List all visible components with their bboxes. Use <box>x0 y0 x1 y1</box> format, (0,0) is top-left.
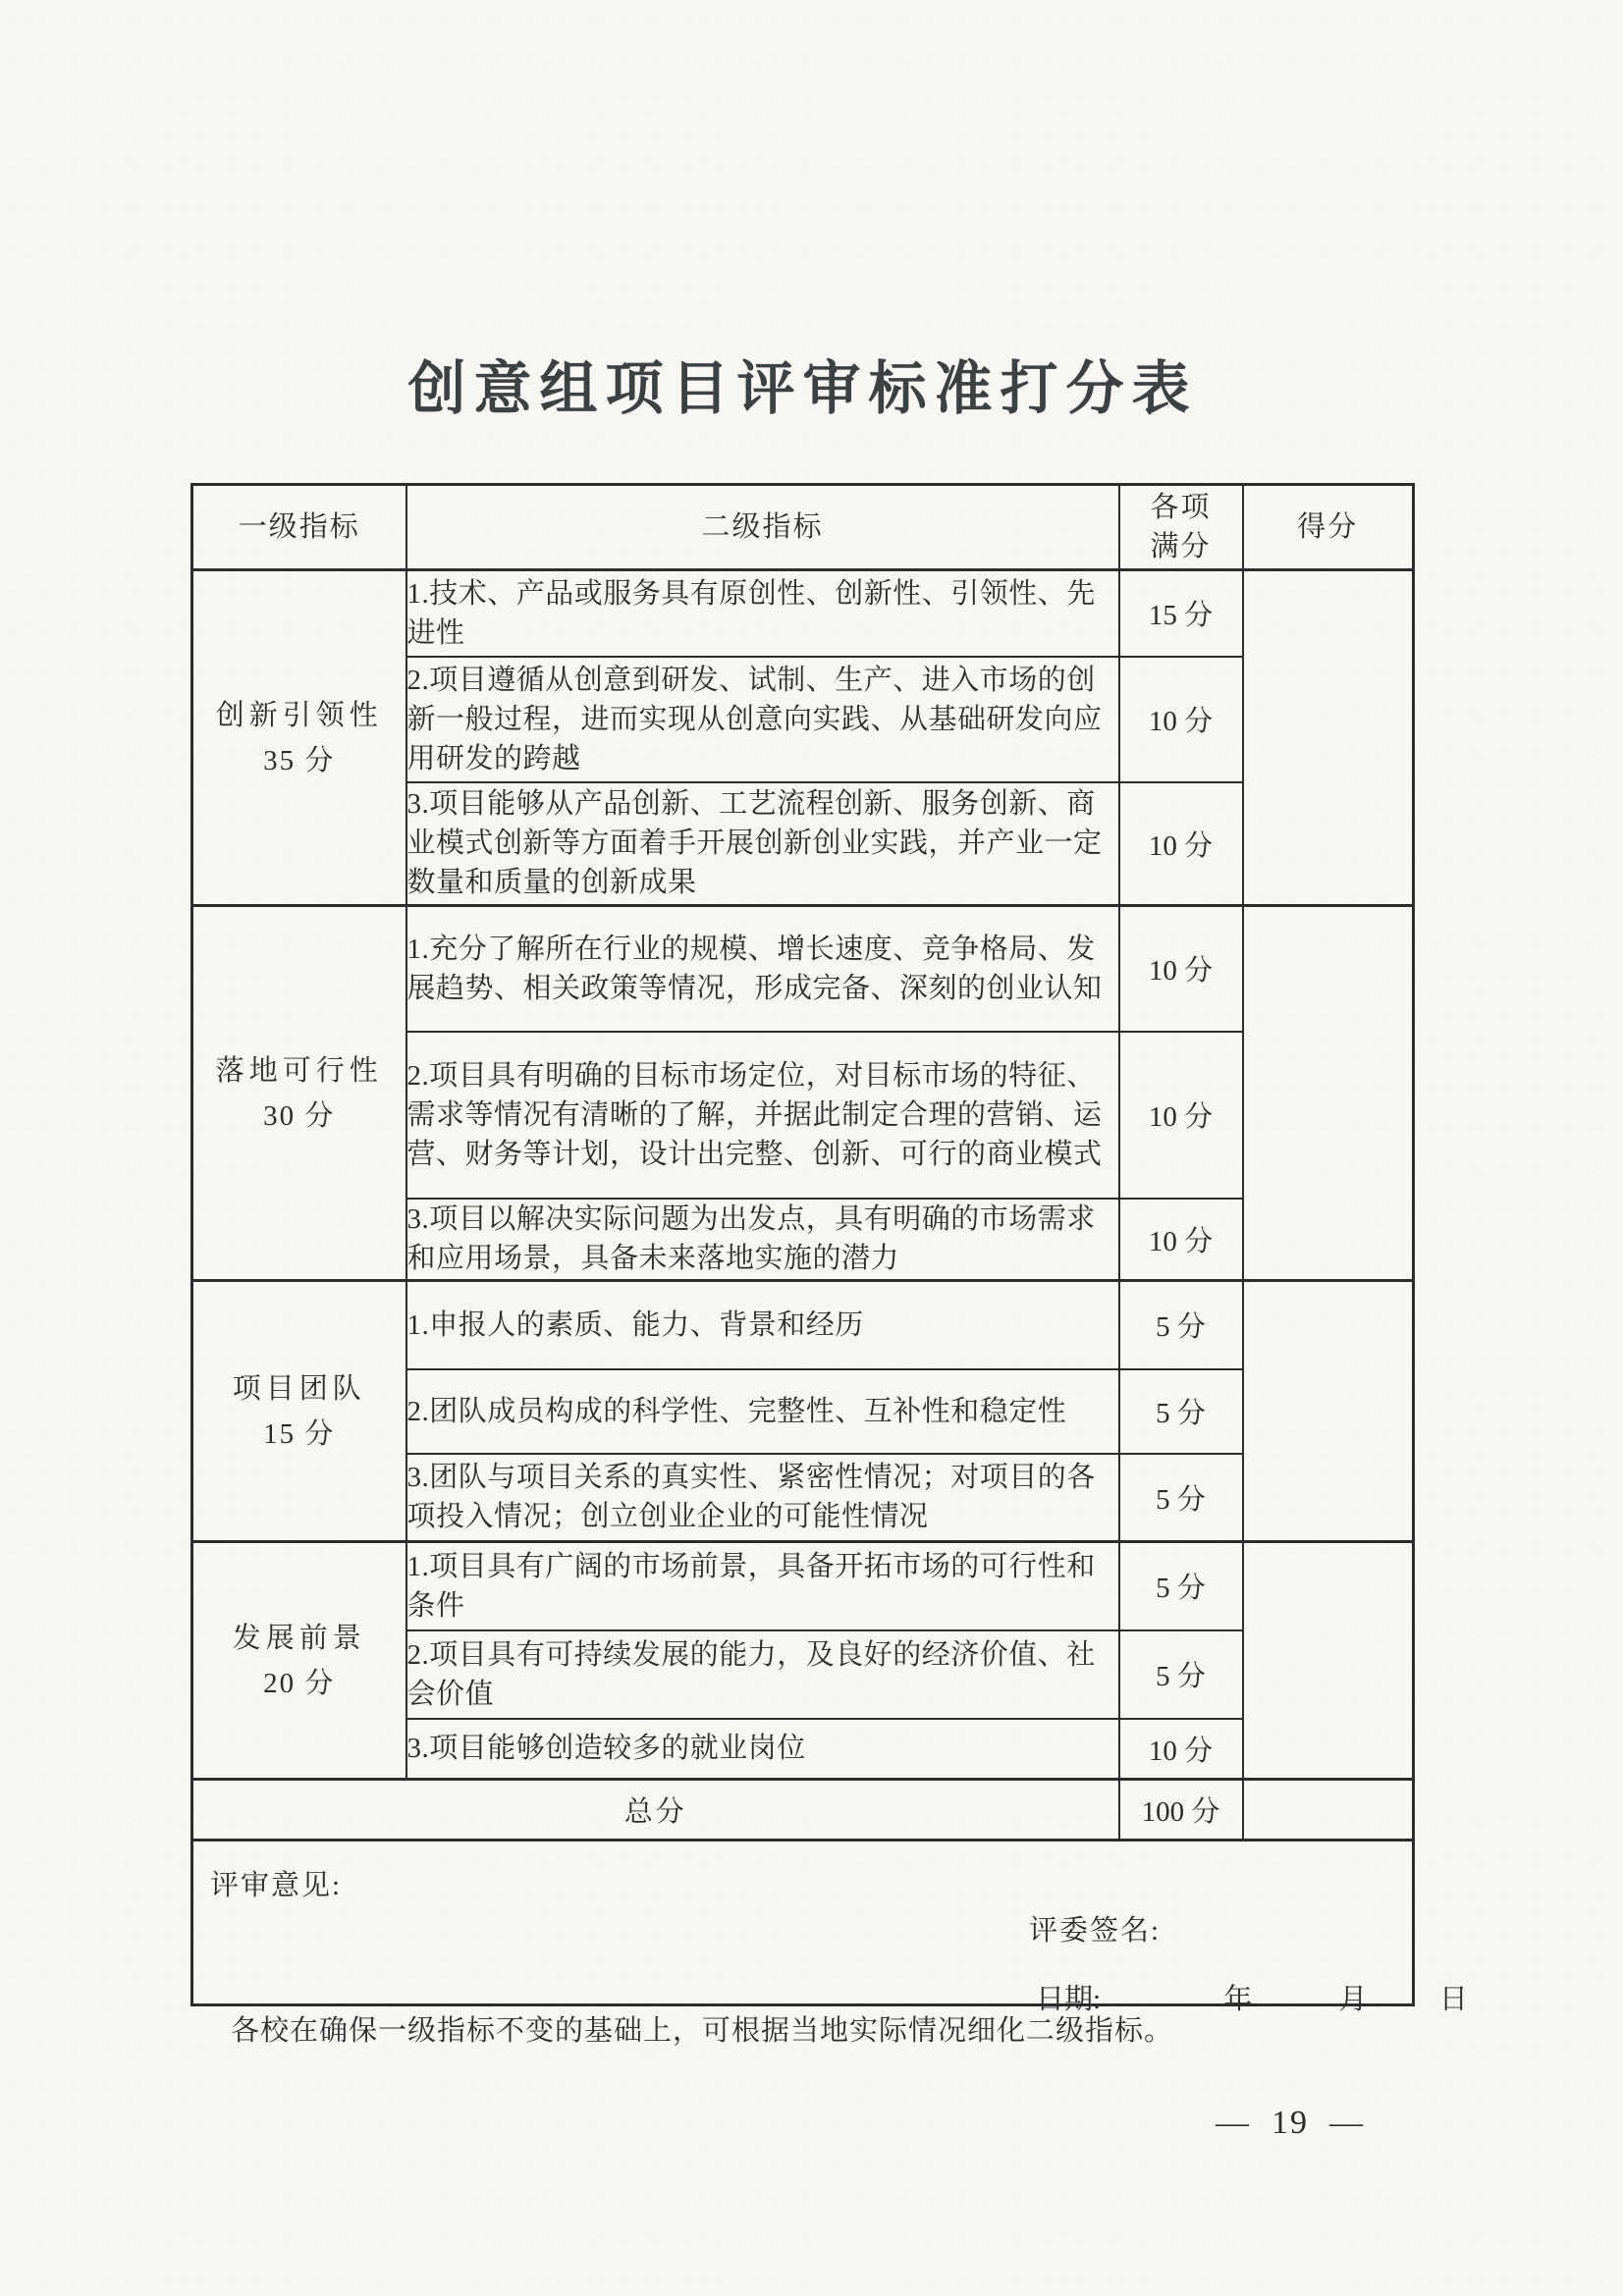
group-label-line1: 发展前景 <box>232 1622 366 1654</box>
group-label-line2: 30 分 <box>263 1099 336 1132</box>
max-score-cell: 5 分 <box>1119 1281 1243 1369</box>
max-score-cell: 5 分 <box>1119 1542 1243 1630</box>
max-score-cell: 10 分 <box>1119 1032 1243 1199</box>
table-row <box>192 570 1414 657</box>
criterion-cell: 2.团队成员构成的科学性、完整性、互补性和稳定性 <box>406 1369 1119 1454</box>
criterion-cell: 3.项目能够从产品创新、工艺流程创新、服务创新、商业模式创新等方面着手开展创新创业实践，并产业一定数量和质量的创新成果 <box>406 782 1119 906</box>
max-score-cell: 10 分 <box>1119 657 1243 782</box>
table-row <box>192 906 1414 1032</box>
group-label-feasibility <box>192 906 406 1281</box>
header-max-score-line1: 各项 <box>1150 492 1212 523</box>
review-opinion-label: 评审意见: <box>210 1870 343 1901</box>
max-score-cell: 10 分 <box>1119 906 1243 1032</box>
criterion-cell: 1.充分了解所在行业的规模、增长速度、竞争格局、发展趋势、相关政策等情况，形成完备、深刻的创业认知 <box>406 906 1119 1032</box>
group-label-line1: 创新引领性 <box>215 699 383 731</box>
table-header-row <box>192 485 1414 570</box>
footnote: 各校在确保一级指标不变的基础上，可根据当地实际情况细化二级指标。 <box>231 2015 1174 2047</box>
total-label-cell: 总分 <box>192 1780 1119 1841</box>
group-label-innovation <box>192 570 406 906</box>
header-max-score-line2: 满分 <box>1150 531 1212 562</box>
criterion-cell: 3.项目能够创造较多的就业岗位 <box>406 1719 1119 1780</box>
date-label: 日期: <box>1036 1984 1102 2015</box>
table-row <box>192 1542 1414 1630</box>
group-label-prospects <box>192 1542 406 1780</box>
group-label-team <box>192 1281 406 1542</box>
group-label-line1: 项目团队 <box>232 1372 366 1405</box>
review-row <box>192 1841 1414 2005</box>
criterion-cell: 2.项目具有可持续发展的能力，及良好的经济价值、社会价值 <box>406 1630 1119 1719</box>
max-score-cell: 5 分 <box>1119 1454 1243 1542</box>
criterion-cell: 2.项目遵循从创意到研发、试制、生产、进入市场的创新一般过程，进而实现从创意向实践、从基础研发向应用研发的跨越 <box>406 657 1119 782</box>
max-score-cell: 5 分 <box>1119 1369 1243 1454</box>
table-row <box>192 1281 1414 1369</box>
header-max-score <box>1119 485 1243 570</box>
criterion-cell: 3.项目以解决实际问题为出发点，具有明确的市场需求和应用场景，具备未来落地实施的潜力 <box>406 1199 1119 1281</box>
day-label: 日 <box>1438 1984 1468 2015</box>
total-score-entry-cell <box>1243 1780 1414 1841</box>
judge-signature-label: 评委签名: <box>1029 1915 1162 1947</box>
page-number: — 19 — <box>1216 2105 1365 2141</box>
max-score-cell: 5 分 <box>1119 1630 1243 1719</box>
group-label-line2: 20 分 <box>263 1667 336 1699</box>
page-title: 创意组项目评审标准打分表 <box>407 356 1198 421</box>
group-label-line2: 15 分 <box>263 1417 336 1450</box>
criterion-cell: 2.项目具有明确的目标市场定位，对目标市场的特征、需求等情况有清晰的了解，并据此制定合理的营销、运营、财务等计划，设计出完整、创新、可行的商业模式 <box>406 1032 1119 1199</box>
total-max-score-cell: 100 分 <box>1119 1780 1243 1841</box>
max-score-cell: 10 分 <box>1119 782 1243 906</box>
score-entry-cell <box>1243 570 1414 906</box>
criterion-cell: 1.技术、产品或服务具有原创性、创新性、引领性、先进性 <box>406 570 1119 657</box>
group-label-line2: 35 分 <box>263 744 336 776</box>
group-label-line1: 落地可行性 <box>215 1054 383 1087</box>
criterion-cell: 1.项目具有广阔的市场前景，具备开拓市场的可行性和条件 <box>406 1542 1119 1630</box>
score-entry-cell <box>1243 906 1414 1281</box>
criterion-cell: 1.申报人的素质、能力、背景和经历 <box>406 1281 1119 1369</box>
score-entry-cell <box>1243 1281 1414 1542</box>
total-row <box>192 1780 1414 1841</box>
month-label: 月 <box>1338 1984 1368 2015</box>
criterion-cell: 3.团队与项目关系的真实性、紧密性情况；对项目的各项投入情况；创立创业企业的可能性情况 <box>406 1454 1119 1542</box>
review-opinion-cell <box>192 1841 1468 2015</box>
score-entry-cell <box>1243 1542 1414 1780</box>
max-score-cell: 15 分 <box>1119 570 1243 657</box>
scoring-table <box>190 483 1468 2015</box>
max-score-cell: 10 分 <box>1119 1199 1243 1281</box>
header-score-earned: 得分 <box>1243 485 1414 570</box>
year-label: 年 <box>1223 1984 1253 2015</box>
header-primary-indicator: 一级指标 <box>192 485 406 570</box>
header-secondary-indicator: 二级指标 <box>406 485 1119 570</box>
max-score-cell: 10 分 <box>1119 1719 1243 1780</box>
